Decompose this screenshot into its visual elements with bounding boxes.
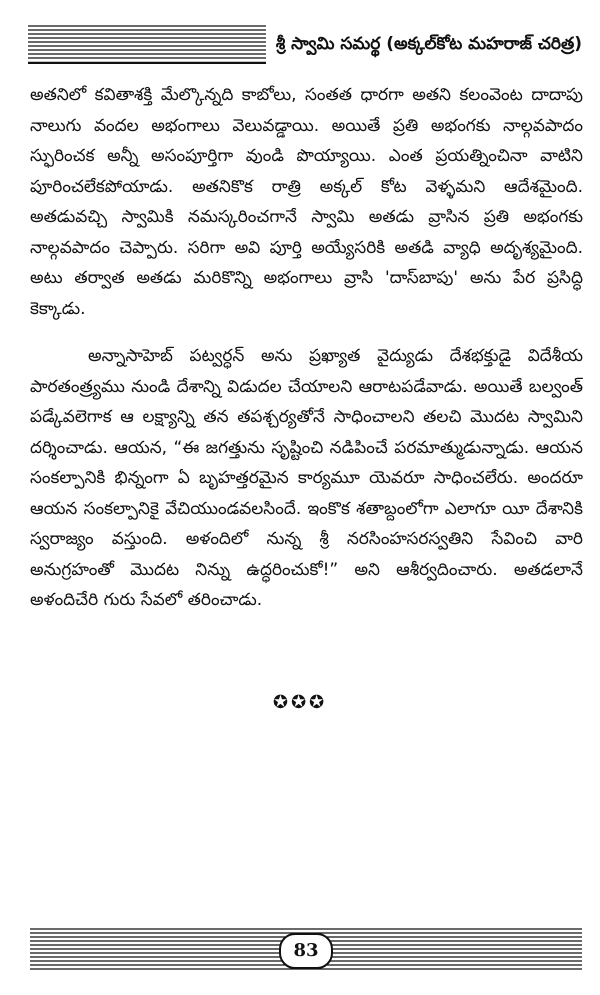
paragraph-annasaheb: అన్నాసాహెబ్ పట్వర్ధన్ అను ప్రఖ్యాత వైద్యుడు దేశభక్తుడై విదేశీయ పారతంత్ర్యము నుండి దేశాన్ని విడుదల చేయాలని ఆరాటపడేవాడు. అయితే బల్వంత్ పడ్కేవలెగాక ఆ లక్ష్యాన్ని తన తపశ్చర్యతోనే సాధించాలని తలచి మొదట స్వామిని దర్శించాడు. ఆయన, “ఈ జగత్తును సృష్టించి నడిపించే పరమాత్ముడున్నాడు. ఆయన సంకల్పానికి భిన్నంగా ఏ బృహత్తరమైన కార్యమూ యెవరూ సాధించలేరు. అందరూ ఆయన సంకల్పానికై వేచియుండవలసిందే. ఇంకొక శతాబ్దంలోగా ఎలాగూ యీ దేశానికి స్వరాజ్యం వస్తుంది. అళందిలో నున్న శ్రీ నరసింహసరస్వతిని సేవించి వారి అనుగ్రహంతో మొదట నిన్ను ఉద్ధరించుకో!” అని ఆశీర్వదించారు. అతడలానే అళందిచేరి గురు సేవలో తరించాడు. — [30, 346, 583, 610]
page-footer — [30, 924, 582, 974]
page-number: 83 — [279, 933, 333, 969]
running-header-title: శ్రీ స్వామి సమర్థ (అక్కల్‌కోట మహరాజ్ చరిత్ర) — [266, 24, 584, 64]
page-header — [28, 18, 584, 68]
section-end-ornament: ✪✪✪ — [272, 692, 328, 713]
paragraph-dasbapu: అతనిలో కవితాశక్తి మేల్కొన్నది కాబోలు, సంతత ధారగా అతని కలంవెంట దాదాపు నాలుగు వందల అభంగాలు వెలువడ్డాయి. అయితే ప్రతి అభంగకు నాల్గవపాదం స్ఫురించక అన్నీ అసంపూర్తిగా వుండి పొయ్యాయి. ఎంత ప్రయత్నించినా వాటిని పూరించలేకపోయాడు. అతనికొక రాత్రి అక్కల్ కోట వెళ్ళమని ఆదేశమైంది. అతడువచ్చి స్వామికి నమస్కరించగానే స్వామి అతడు వ్రాసిన ప్రతి అభంగకు నాల్గవపాదం చెప్పారు. సరిగా అవి పూర్తి అయ్యేసరికి అతడి వ్యాధి అదృశ్యమైంది. అటు తర్వాత అతడు మరికొన్ని అభంగాలు వ్రాసి 'దాస్‌బాపు' అను పేర ప్రసిద్ధి కెక్కాడు. — [30, 85, 583, 319]
page-body — [30, 80, 583, 616]
